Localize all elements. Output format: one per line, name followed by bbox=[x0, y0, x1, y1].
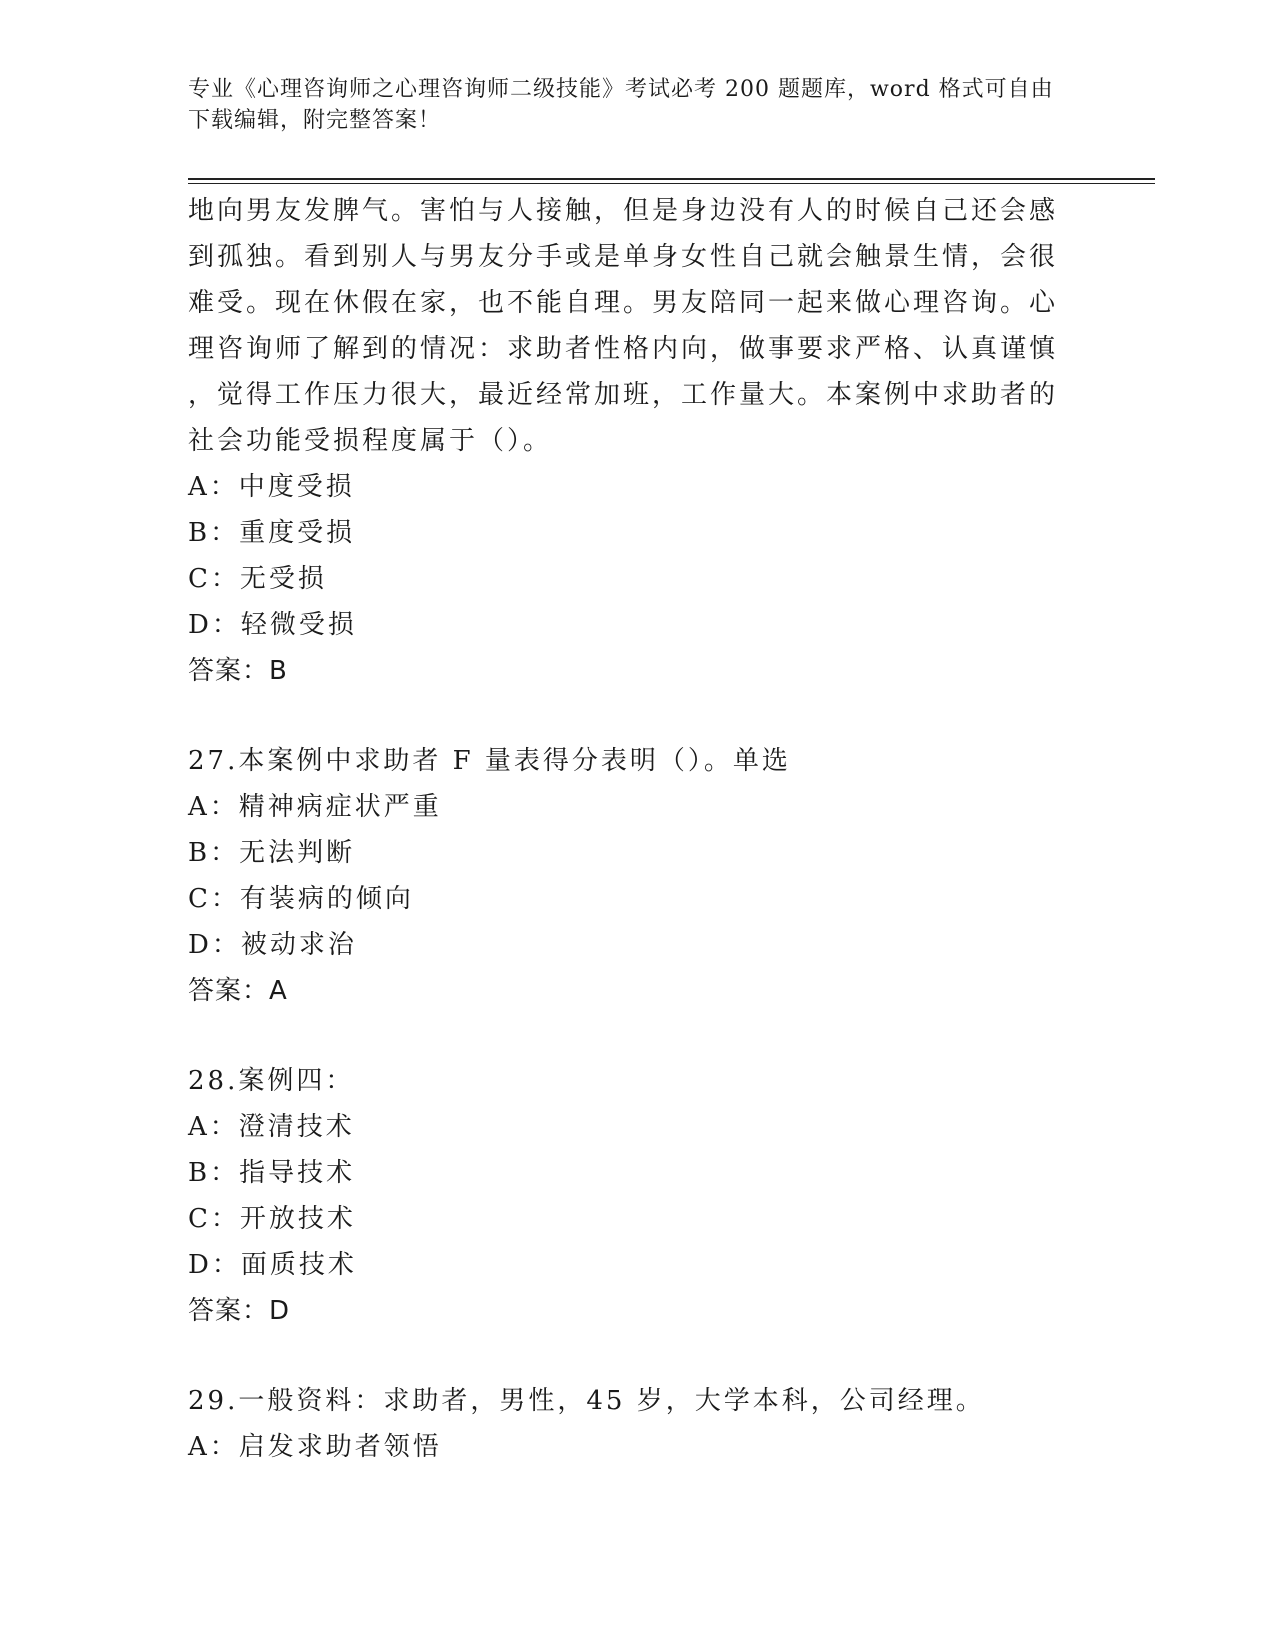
option-a: A：启发求助者领悟 bbox=[188, 1432, 442, 1462]
option-b: B：重度受损 bbox=[188, 518, 356, 548]
question-list bbox=[188, 188, 1068, 1470]
question-28 bbox=[188, 1058, 1068, 1334]
question-spacer bbox=[188, 1334, 1068, 1378]
answer-label: 答案：D bbox=[188, 1296, 291, 1326]
question-stem: 29.一般资料：求助者，男性，45 岁，大学本科，公司经理。 bbox=[188, 1386, 985, 1416]
question-stem-line: 到孤独。看到别人与男友分手或是单身女性自己就会触景生情，会很 bbox=[188, 242, 1059, 272]
question-stem-line: 难受。现在休假在家，也不能自理。男友陪同一起来做心理咨询。心 bbox=[188, 288, 1059, 318]
option-c: C：无受损 bbox=[188, 564, 327, 594]
option-a: A：精神病症状严重 bbox=[188, 792, 442, 822]
answer-label: 答案：A bbox=[188, 976, 288, 1006]
question-stem: 27.本案例中求助者 F 量表得分表明（）。单选 bbox=[188, 746, 791, 776]
question-26 bbox=[188, 188, 1068, 694]
question-stem-line: 理咨询师了解到的情况：求助者性格内向，做事要求严格、认真谨慎 bbox=[188, 334, 1059, 364]
question-stem-line: ，觉得工作压力很大，最近经常加班，工作量大。本案例中求助者的 bbox=[188, 380, 1059, 410]
question-spacer bbox=[188, 694, 1068, 738]
header-divider-thick bbox=[188, 178, 1155, 180]
option-c: C：开放技术 bbox=[188, 1204, 356, 1234]
document-header: 专业《心理咨询师之心理咨询师二级技能》考试必考 200 题题库，word 格式可自由下载编辑，附完整答案！ bbox=[188, 77, 1054, 133]
option-d: D：轻微受损 bbox=[188, 610, 357, 640]
option-b: B：指导技术 bbox=[188, 1158, 356, 1188]
option-d: D：面质技术 bbox=[188, 1250, 357, 1280]
question-stem: 28.案例四： bbox=[188, 1066, 355, 1096]
option-d: D：被动求治 bbox=[188, 930, 357, 960]
option-a: A：中度受损 bbox=[188, 472, 355, 502]
question-27 bbox=[188, 738, 1068, 1014]
question-spacer bbox=[188, 1014, 1068, 1058]
question-stem-line: 地向男友发脾气。害怕与人接触，但是身边没有人的时候自己还会感 bbox=[188, 196, 1059, 226]
answer-label: 答案：B bbox=[188, 656, 288, 686]
option-a: A：澄清技术 bbox=[188, 1112, 355, 1142]
question-29 bbox=[188, 1378, 1068, 1470]
question-stem-line: 社会功能受损程度属于（）。 bbox=[188, 426, 553, 456]
header-divider-thin bbox=[188, 183, 1155, 184]
option-b: B：无法判断 bbox=[188, 838, 356, 868]
option-c: C：有装病的倾向 bbox=[188, 884, 414, 914]
